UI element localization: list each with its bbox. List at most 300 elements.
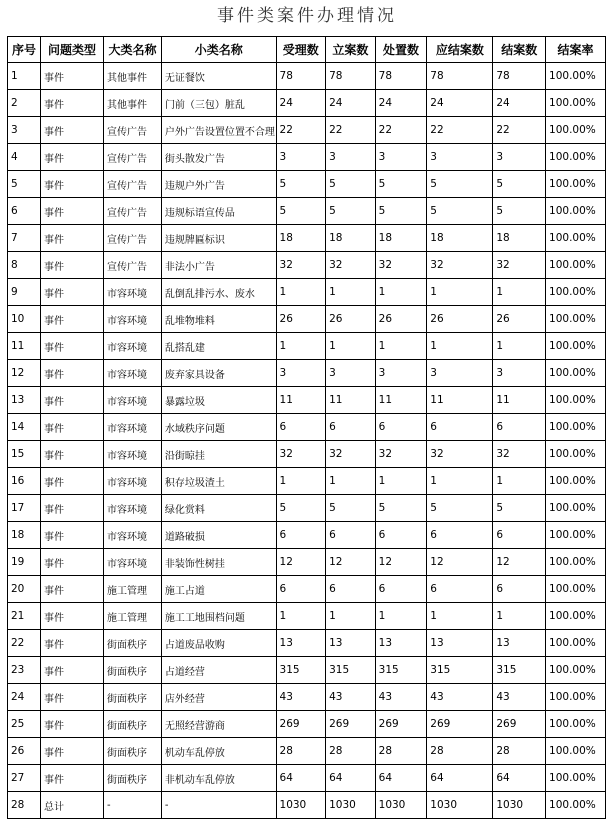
table-row — [8, 792, 606, 819]
cell-problem-type: 事件 — [41, 657, 104, 684]
cell-seq: 11 — [8, 333, 41, 360]
cell-filed: 18 — [326, 225, 376, 252]
cell-handled: 1 — [375, 603, 427, 630]
cell-accepted: 32 — [276, 252, 326, 279]
cell-seq: 9 — [8, 279, 41, 306]
cell-due: 315 — [427, 657, 493, 684]
cell-close-rate: 100.00% — [546, 279, 606, 306]
cell-handled: 1 — [375, 333, 427, 360]
header-category: 大类名称 — [104, 37, 162, 63]
cell-closed: 6 — [493, 576, 546, 603]
cell-seq: 28 — [8, 792, 41, 819]
table-row — [8, 576, 606, 603]
cell-filed: 315 — [326, 657, 376, 684]
cell-close-rate: 100.00% — [546, 198, 606, 225]
cell-subcategory: 违规标语宣传品 — [161, 198, 276, 225]
cell-closed: 12 — [493, 549, 546, 576]
cell-filed: 1 — [326, 333, 376, 360]
cell-accepted: 13 — [276, 630, 326, 657]
cell-category: 施工管理 — [104, 576, 162, 603]
cell-category: 施工管理 — [104, 603, 162, 630]
table-row — [8, 333, 606, 360]
cell-problem-type: 事件 — [41, 711, 104, 738]
cell-due: 5 — [427, 171, 493, 198]
table-row — [8, 387, 606, 414]
cell-category: 其他事件 — [104, 63, 162, 90]
cell-close-rate: 100.00% — [546, 171, 606, 198]
cell-accepted: 22 — [276, 117, 326, 144]
cell-handled: 22 — [375, 117, 427, 144]
cell-problem-type: 事件 — [41, 63, 104, 90]
cell-due: 78 — [427, 63, 493, 90]
cell-close-rate: 100.00% — [546, 792, 606, 819]
cell-filed: 1 — [326, 279, 376, 306]
cell-close-rate: 100.00% — [546, 468, 606, 495]
cell-category: 市容环境 — [104, 441, 162, 468]
cell-accepted: 24 — [276, 90, 326, 117]
cell-subcategory: 非法小广告 — [161, 252, 276, 279]
cell-close-rate: 100.00% — [546, 252, 606, 279]
cell-due: 11 — [427, 387, 493, 414]
cell-category: - — [104, 792, 162, 819]
cell-closed: 1 — [493, 603, 546, 630]
table-row — [8, 549, 606, 576]
cell-subcategory: 门前（三包）脏乱 — [161, 90, 276, 117]
cell-filed: 5 — [326, 495, 376, 522]
table-row — [8, 90, 606, 117]
cell-subcategory: 沿街晾挂 — [161, 441, 276, 468]
cell-close-rate: 100.00% — [546, 441, 606, 468]
table-row — [8, 711, 606, 738]
header-handled: 处置数 — [375, 37, 427, 63]
cell-close-rate: 100.00% — [546, 90, 606, 117]
table-row — [8, 225, 606, 252]
cell-filed: 64 — [326, 765, 376, 792]
cell-seq: 3 — [8, 117, 41, 144]
cell-accepted: 1 — [276, 603, 326, 630]
header-close-rate: 结案率 — [546, 37, 606, 63]
cell-due: 6 — [427, 522, 493, 549]
cell-filed: 12 — [326, 549, 376, 576]
cell-subcategory: 占道经营 — [161, 657, 276, 684]
cell-closed: 64 — [493, 765, 546, 792]
cell-category: 市容环境 — [104, 414, 162, 441]
cell-category: 市容环境 — [104, 306, 162, 333]
cell-problem-type: 事件 — [41, 603, 104, 630]
cell-due: 3 — [427, 360, 493, 387]
cell-close-rate: 100.00% — [546, 225, 606, 252]
cell-due: 1 — [427, 279, 493, 306]
cell-subcategory: 绿化赏料 — [161, 495, 276, 522]
table-row — [8, 684, 606, 711]
cell-closed: 6 — [493, 414, 546, 441]
header-closed: 结案数 — [493, 37, 546, 63]
cell-closed: 26 — [493, 306, 546, 333]
cell-subcategory: 违规牌匾标识 — [161, 225, 276, 252]
cell-handled: 1030 — [375, 792, 427, 819]
cell-due: 5 — [427, 495, 493, 522]
cell-category: 街面秩序 — [104, 765, 162, 792]
cell-seq: 7 — [8, 225, 41, 252]
cell-accepted: 1 — [276, 468, 326, 495]
cell-seq: 16 — [8, 468, 41, 495]
cell-category: 宣传广告 — [104, 252, 162, 279]
cell-problem-type: 事件 — [41, 549, 104, 576]
table-row — [8, 657, 606, 684]
cell-handled: 28 — [375, 738, 427, 765]
cell-accepted: 5 — [276, 198, 326, 225]
cell-close-rate: 100.00% — [546, 387, 606, 414]
cell-closed: 43 — [493, 684, 546, 711]
cell-closed: 5 — [493, 171, 546, 198]
cell-problem-type: 事件 — [41, 306, 104, 333]
cell-seq: 17 — [8, 495, 41, 522]
table-row — [8, 603, 606, 630]
cell-due: 43 — [427, 684, 493, 711]
cell-seq: 27 — [8, 765, 41, 792]
cell-seq: 18 — [8, 522, 41, 549]
cell-close-rate: 100.00% — [546, 630, 606, 657]
cell-accepted: 1 — [276, 279, 326, 306]
cell-category: 市容环境 — [104, 279, 162, 306]
cell-subcategory: 水域秩序问题 — [161, 414, 276, 441]
cell-category: 街面秩序 — [104, 684, 162, 711]
cell-accepted: 12 — [276, 549, 326, 576]
case-table — [7, 36, 606, 819]
cell-accepted: 64 — [276, 765, 326, 792]
cell-problem-type: 事件 — [41, 279, 104, 306]
cell-filed: 13 — [326, 630, 376, 657]
cell-closed: 315 — [493, 657, 546, 684]
cell-accepted: 1 — [276, 333, 326, 360]
cell-closed: 32 — [493, 252, 546, 279]
cell-accepted: 1030 — [276, 792, 326, 819]
table-body — [8, 63, 606, 819]
page-title: 事件类案件办理情况 — [217, 6, 397, 26]
cell-due: 269 — [427, 711, 493, 738]
cell-subcategory: 非机动车乱停放 — [161, 765, 276, 792]
cell-filed: 43 — [326, 684, 376, 711]
cell-close-rate: 100.00% — [546, 684, 606, 711]
cell-close-rate: 100.00% — [546, 144, 606, 171]
cell-handled: 78 — [375, 63, 427, 90]
header-row — [8, 37, 606, 63]
cell-subcategory: 店外经营 — [161, 684, 276, 711]
cell-handled: 24 — [375, 90, 427, 117]
cell-due: 5 — [427, 198, 493, 225]
cell-problem-type: 事件 — [41, 198, 104, 225]
cell-category: 市容环境 — [104, 360, 162, 387]
header-seq: 序号 — [8, 37, 41, 63]
cell-close-rate: 100.00% — [546, 63, 606, 90]
header-subcategory: 小类名称 — [161, 37, 276, 63]
cell-accepted: 6 — [276, 414, 326, 441]
cell-problem-type: 事件 — [41, 171, 104, 198]
cell-handled: 269 — [375, 711, 427, 738]
cell-due: 1 — [427, 333, 493, 360]
cell-subcategory: 违规户外广告 — [161, 171, 276, 198]
cell-closed: 1030 — [493, 792, 546, 819]
cell-subcategory: 施工工地围档问题 — [161, 603, 276, 630]
table-row — [8, 765, 606, 792]
cell-close-rate: 100.00% — [546, 603, 606, 630]
cell-filed: 32 — [326, 441, 376, 468]
cell-subcategory: 乱倒乱排污水、废水 — [161, 279, 276, 306]
cell-due: 28 — [427, 738, 493, 765]
cell-closed: 24 — [493, 90, 546, 117]
table-row — [8, 63, 606, 90]
cell-problem-type: 事件 — [41, 414, 104, 441]
cell-subcategory: 道路破损 — [161, 522, 276, 549]
cell-closed: 22 — [493, 117, 546, 144]
cell-accepted: 5 — [276, 171, 326, 198]
cell-filed: 24 — [326, 90, 376, 117]
cell-handled: 11 — [375, 387, 427, 414]
cell-accepted: 269 — [276, 711, 326, 738]
cell-filed: 1 — [326, 603, 376, 630]
cell-handled: 26 — [375, 306, 427, 333]
cell-accepted: 78 — [276, 63, 326, 90]
cell-subcategory: 无证餐饮 — [161, 63, 276, 90]
cell-filed: 26 — [326, 306, 376, 333]
cell-problem-type: 事件 — [41, 333, 104, 360]
cell-handled: 32 — [375, 441, 427, 468]
cell-seq: 13 — [8, 387, 41, 414]
cell-filed: 5 — [326, 171, 376, 198]
cell-subcategory: 占道废品收购 — [161, 630, 276, 657]
cell-problem-type: 事件 — [41, 90, 104, 117]
cell-subcategory: 废弃家具设备 — [161, 360, 276, 387]
header-due: 应结案数 — [427, 37, 493, 63]
cell-accepted: 28 — [276, 738, 326, 765]
cell-seq: 19 — [8, 549, 41, 576]
cell-due: 13 — [427, 630, 493, 657]
cell-seq: 21 — [8, 603, 41, 630]
table-row — [8, 306, 606, 333]
cell-close-rate: 100.00% — [546, 711, 606, 738]
cell-problem-type: 事件 — [41, 252, 104, 279]
cell-category: 市容环境 — [104, 468, 162, 495]
cell-handled: 43 — [375, 684, 427, 711]
cell-close-rate: 100.00% — [546, 117, 606, 144]
cell-problem-type: 事件 — [41, 441, 104, 468]
cell-closed: 78 — [493, 63, 546, 90]
cell-category: 宣传广告 — [104, 225, 162, 252]
cell-subcategory: 乱搭乱建 — [161, 333, 276, 360]
cell-category: 街面秩序 — [104, 738, 162, 765]
cell-problem-type: 事件 — [41, 360, 104, 387]
cell-category: 市容环境 — [104, 387, 162, 414]
cell-accepted: 6 — [276, 522, 326, 549]
cell-closed: 6 — [493, 522, 546, 549]
cell-problem-type: 事件 — [41, 576, 104, 603]
cell-due: 1 — [427, 468, 493, 495]
cell-category: 宣传广告 — [104, 171, 162, 198]
cell-category: 宣传广告 — [104, 198, 162, 225]
cell-seq: 2 — [8, 90, 41, 117]
cell-seq: 8 — [8, 252, 41, 279]
cell-handled: 1 — [375, 279, 427, 306]
cell-seq: 14 — [8, 414, 41, 441]
table-row — [8, 198, 606, 225]
cell-seq: 6 — [8, 198, 41, 225]
table-row — [8, 144, 606, 171]
cell-close-rate: 100.00% — [546, 306, 606, 333]
cell-handled: 12 — [375, 549, 427, 576]
cell-seq: 24 — [8, 684, 41, 711]
cell-problem-type: 事件 — [41, 522, 104, 549]
cell-seq: 4 — [8, 144, 41, 171]
cell-accepted: 43 — [276, 684, 326, 711]
cell-handled: 5 — [375, 495, 427, 522]
cell-problem-type: 事件 — [41, 495, 104, 522]
cell-seq: 5 — [8, 171, 41, 198]
cell-accepted: 3 — [276, 144, 326, 171]
cell-problem-type: 事件 — [41, 738, 104, 765]
cell-closed: 5 — [493, 198, 546, 225]
cell-due: 22 — [427, 117, 493, 144]
cell-problem-type: 事件 — [41, 765, 104, 792]
cell-category: 街面秩序 — [104, 630, 162, 657]
cell-close-rate: 100.00% — [546, 576, 606, 603]
cell-close-rate: 100.00% — [546, 549, 606, 576]
cell-due: 1030 — [427, 792, 493, 819]
cell-closed: 1 — [493, 279, 546, 306]
cell-problem-type: 事件 — [41, 684, 104, 711]
table-row — [8, 171, 606, 198]
header-filed: 立案数 — [326, 37, 376, 63]
cell-category: 街面秩序 — [104, 711, 162, 738]
cell-due: 6 — [427, 576, 493, 603]
cell-handled: 5 — [375, 171, 427, 198]
cell-close-rate: 100.00% — [546, 765, 606, 792]
cell-subcategory: 非装饰性树挂 — [161, 549, 276, 576]
cell-problem-type: 事件 — [41, 225, 104, 252]
cell-filed: 5 — [326, 198, 376, 225]
cell-filed: 11 — [326, 387, 376, 414]
cell-subcategory: 户外广告设置位置不合理 — [161, 117, 276, 144]
cell-category: 市容环境 — [104, 495, 162, 522]
table-row — [8, 468, 606, 495]
cell-closed: 13 — [493, 630, 546, 657]
cell-handled: 6 — [375, 576, 427, 603]
cell-filed: 1030 — [326, 792, 376, 819]
cell-due: 26 — [427, 306, 493, 333]
cell-handled: 6 — [375, 522, 427, 549]
cell-closed: 18 — [493, 225, 546, 252]
cell-seq: 1 — [8, 63, 41, 90]
cell-seq: 15 — [8, 441, 41, 468]
cell-handled: 5 — [375, 198, 427, 225]
cell-filed: 28 — [326, 738, 376, 765]
table-row — [8, 279, 606, 306]
cell-filed: 269 — [326, 711, 376, 738]
cell-due: 6 — [427, 414, 493, 441]
cell-close-rate: 100.00% — [546, 657, 606, 684]
cell-due: 3 — [427, 144, 493, 171]
cell-problem-type: 事件 — [41, 387, 104, 414]
cell-accepted: 18 — [276, 225, 326, 252]
header-problem-type: 问题类型 — [41, 37, 104, 63]
cell-seq: 23 — [8, 657, 41, 684]
table-row — [8, 117, 606, 144]
cell-filed: 22 — [326, 117, 376, 144]
cell-filed: 6 — [326, 522, 376, 549]
cell-category: 街面秩序 — [104, 657, 162, 684]
cell-category: 市容环境 — [104, 522, 162, 549]
cell-accepted: 315 — [276, 657, 326, 684]
cell-seq: 22 — [8, 630, 41, 657]
cell-closed: 11 — [493, 387, 546, 414]
cell-subcategory: 无照经营游商 — [161, 711, 276, 738]
cell-accepted: 5 — [276, 495, 326, 522]
cell-closed: 3 — [493, 144, 546, 171]
cell-handled: 13 — [375, 630, 427, 657]
cell-subcategory: 暴露垃圾 — [161, 387, 276, 414]
cell-closed: 1 — [493, 468, 546, 495]
cell-due: 1 — [427, 603, 493, 630]
cell-closed: 3 — [493, 360, 546, 387]
cell-handled: 1 — [375, 468, 427, 495]
table-row — [8, 630, 606, 657]
cell-problem-type: 事件 — [41, 630, 104, 657]
cell-close-rate: 100.00% — [546, 414, 606, 441]
cell-filed: 1 — [326, 468, 376, 495]
cell-accepted: 3 — [276, 360, 326, 387]
cell-due: 32 — [427, 441, 493, 468]
cell-handled: 6 — [375, 414, 427, 441]
cell-category: 市容环境 — [104, 549, 162, 576]
cell-filed: 3 — [326, 360, 376, 387]
cell-subcategory: 机动车乱停放 — [161, 738, 276, 765]
cell-due: 18 — [427, 225, 493, 252]
table-row — [8, 360, 606, 387]
table-row — [8, 414, 606, 441]
cell-filed: 6 — [326, 414, 376, 441]
cell-seq: 20 — [8, 576, 41, 603]
cell-handled: 18 — [375, 225, 427, 252]
cell-closed: 1 — [493, 333, 546, 360]
cell-close-rate: 100.00% — [546, 360, 606, 387]
cell-subcategory: 乱堆物堆料 — [161, 306, 276, 333]
cell-accepted: 32 — [276, 441, 326, 468]
table-row — [8, 738, 606, 765]
cell-close-rate: 100.00% — [546, 522, 606, 549]
cell-accepted: 6 — [276, 576, 326, 603]
cell-subcategory: 积存垃圾渣土 — [161, 468, 276, 495]
cell-problem-type: 事件 — [41, 144, 104, 171]
cell-category: 市容环境 — [104, 333, 162, 360]
cell-category: 其他事件 — [104, 90, 162, 117]
cell-subcategory: 街头散发广告 — [161, 144, 276, 171]
cell-closed: 28 — [493, 738, 546, 765]
cell-close-rate: 100.00% — [546, 495, 606, 522]
cell-category: 宣传广告 — [104, 144, 162, 171]
cell-seq: 10 — [8, 306, 41, 333]
cell-filed: 78 — [326, 63, 376, 90]
table-row — [8, 252, 606, 279]
cell-handled: 64 — [375, 765, 427, 792]
cell-seq: 26 — [8, 738, 41, 765]
cell-filed: 3 — [326, 144, 376, 171]
cell-category: 宣传广告 — [104, 117, 162, 144]
cell-closed: 5 — [493, 495, 546, 522]
cell-problem-type: 事件 — [41, 117, 104, 144]
cell-due: 24 — [427, 90, 493, 117]
cell-handled: 32 — [375, 252, 427, 279]
cell-seq: 12 — [8, 360, 41, 387]
cell-problem-type: 事件 — [41, 468, 104, 495]
